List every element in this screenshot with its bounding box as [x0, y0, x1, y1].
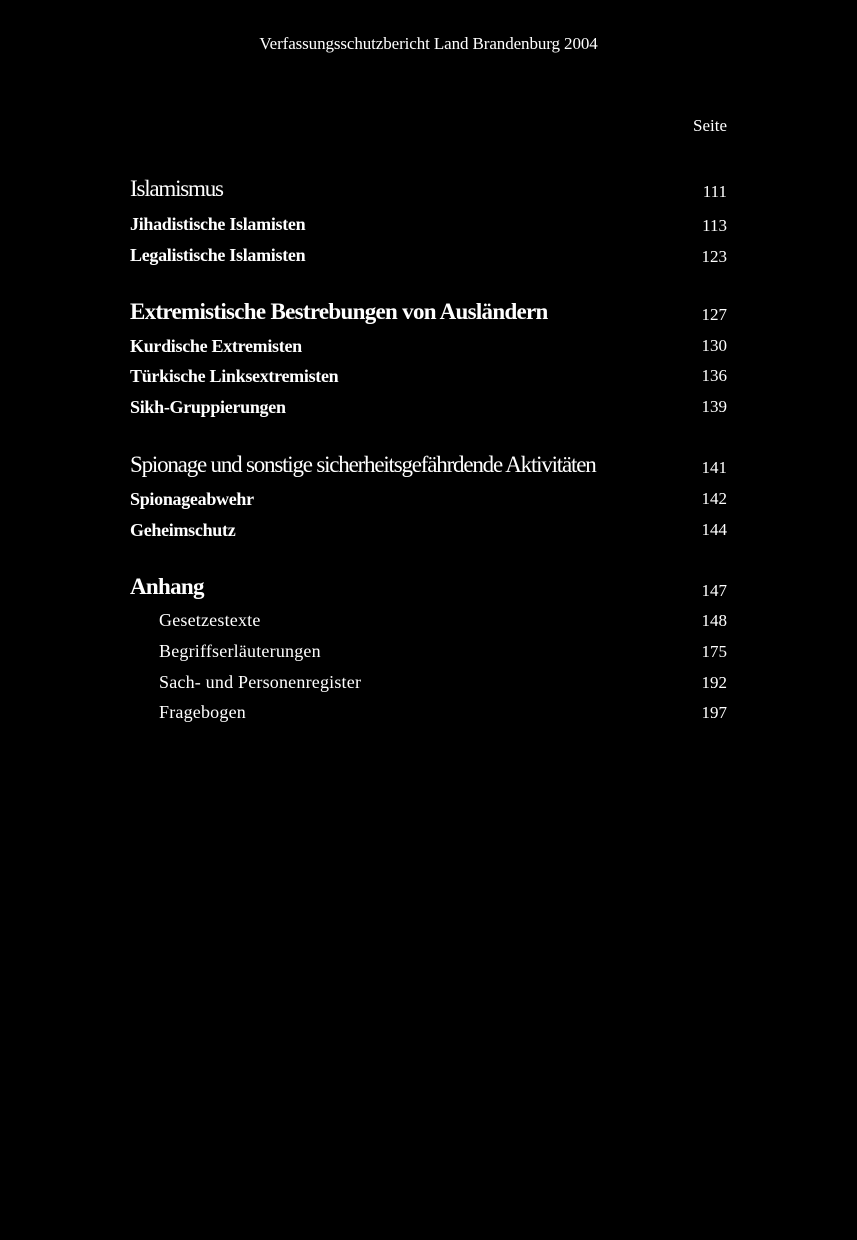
running-header: Verfassungsschutzbericht Land Brandenburg 2004	[259, 34, 598, 53]
toc-entry-title: Spionage und sonstige sicherheitsgefährdende Aktivitäten	[130, 452, 596, 477]
toc-entry-page: 197	[701, 703, 727, 722]
toc-entry-title: Fragebogen	[159, 702, 246, 722]
toc-entry-page: 144	[701, 520, 727, 539]
toc-entry-page: 139	[701, 397, 727, 416]
toc-entry-title: Anhang	[130, 574, 204, 599]
toc-entry-title: Geheimschutz	[130, 520, 236, 540]
toc-entry-page: 111	[702, 182, 727, 201]
toc-entry-page: 123	[701, 247, 727, 266]
toc-entry-page: 175	[701, 642, 727, 661]
toc-entry-title: Sach- und Personenregister	[159, 672, 362, 692]
toc-entry-title: Extremistische Bestrebungen von Ausländern	[130, 299, 548, 324]
toc-entry-title: Gesetzestexte	[159, 610, 261, 630]
toc-entry-page: 136	[701, 366, 727, 385]
toc-entry-title: Kurdische Extremisten	[130, 336, 302, 356]
toc-entry-page: 148	[701, 611, 727, 630]
toc-entry-title: Jihadistische Islamisten	[130, 214, 306, 234]
toc-entry-page: 127	[701, 305, 727, 324]
toc-entry-title: Sikh-Gruppierungen	[130, 397, 286, 417]
page-column-label: Seite	[693, 116, 727, 135]
toc-entry-title: Türkische Linksextremisten	[130, 366, 339, 386]
toc-entry-page: 113	[702, 216, 727, 235]
toc-entry-page: 141	[701, 458, 727, 477]
toc-entry-title: Legalistische Islamisten	[130, 245, 306, 265]
toc-entry-page: 192	[701, 673, 727, 692]
toc-entry-title: Islamismus	[130, 176, 223, 201]
toc-entry-title: Begriffserläuterungen	[159, 641, 321, 661]
toc-entry-page: 130	[701, 336, 727, 355]
toc-entry-title: Spionageabwehr	[130, 489, 254, 509]
toc-entry-page: 142	[701, 489, 727, 508]
toc-entry-page: 147	[701, 581, 727, 600]
